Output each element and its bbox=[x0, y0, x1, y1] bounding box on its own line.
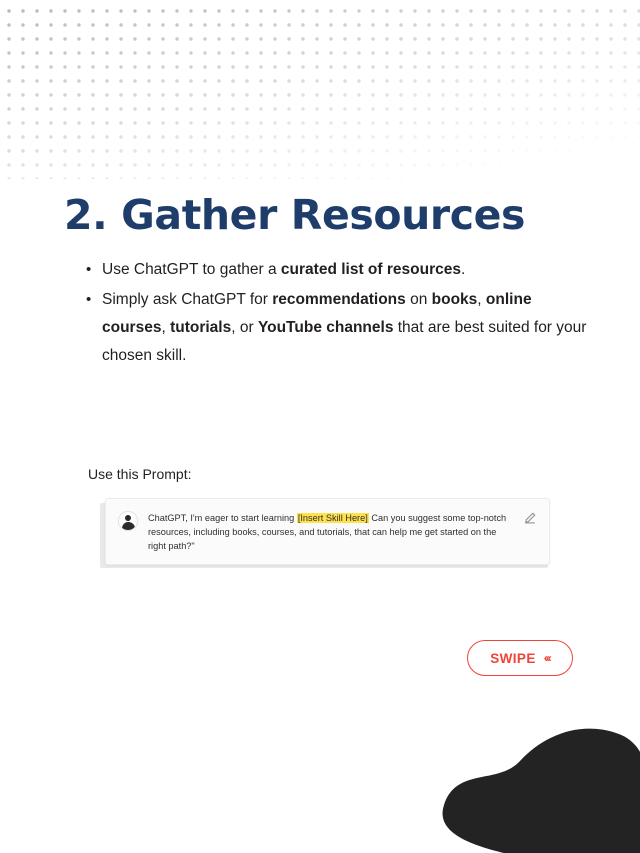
page-title: 2. Gather Resources bbox=[64, 191, 526, 239]
corner-blob-decoration bbox=[420, 727, 640, 853]
list-item bbox=[86, 286, 598, 370]
bullet-marker: • bbox=[86, 261, 92, 278]
prompt-placeholder-highlight: [Insert Skill Here] bbox=[297, 513, 368, 523]
edit-pencil-icon[interactable] bbox=[523, 511, 537, 525]
bullet-marker: • bbox=[86, 291, 92, 308]
bullet-text: Simply ask ChatGPT for recommendations on books, online courses, tutorials, or YouTube channels that are best suited for your chosen skill. bbox=[102, 291, 587, 364]
prompt-label: Use this Prompt: bbox=[88, 466, 192, 482]
prompt-text-before: ChatGPT, I'm eager to start learning bbox=[148, 513, 297, 523]
swipe-label: SWIPE bbox=[490, 650, 536, 666]
bullet-text: Use ChatGPT to gather a curated list of resources. bbox=[102, 261, 466, 278]
chevron-left-icon: ‹‹‹ bbox=[543, 651, 550, 665]
swipe-button[interactable] bbox=[467, 640, 573, 676]
bullet-list bbox=[86, 256, 598, 372]
prompt-card bbox=[105, 498, 550, 565]
prompt-text bbox=[148, 511, 523, 554]
halftone-dots-decoration bbox=[0, 0, 640, 179]
user-avatar-icon bbox=[118, 511, 138, 531]
prompt-text-after: Can you suggest some top-notch resources, including books, courses, and tutorials, that can help me get started on the right path?" bbox=[148, 513, 507, 551]
list-item bbox=[86, 256, 598, 284]
